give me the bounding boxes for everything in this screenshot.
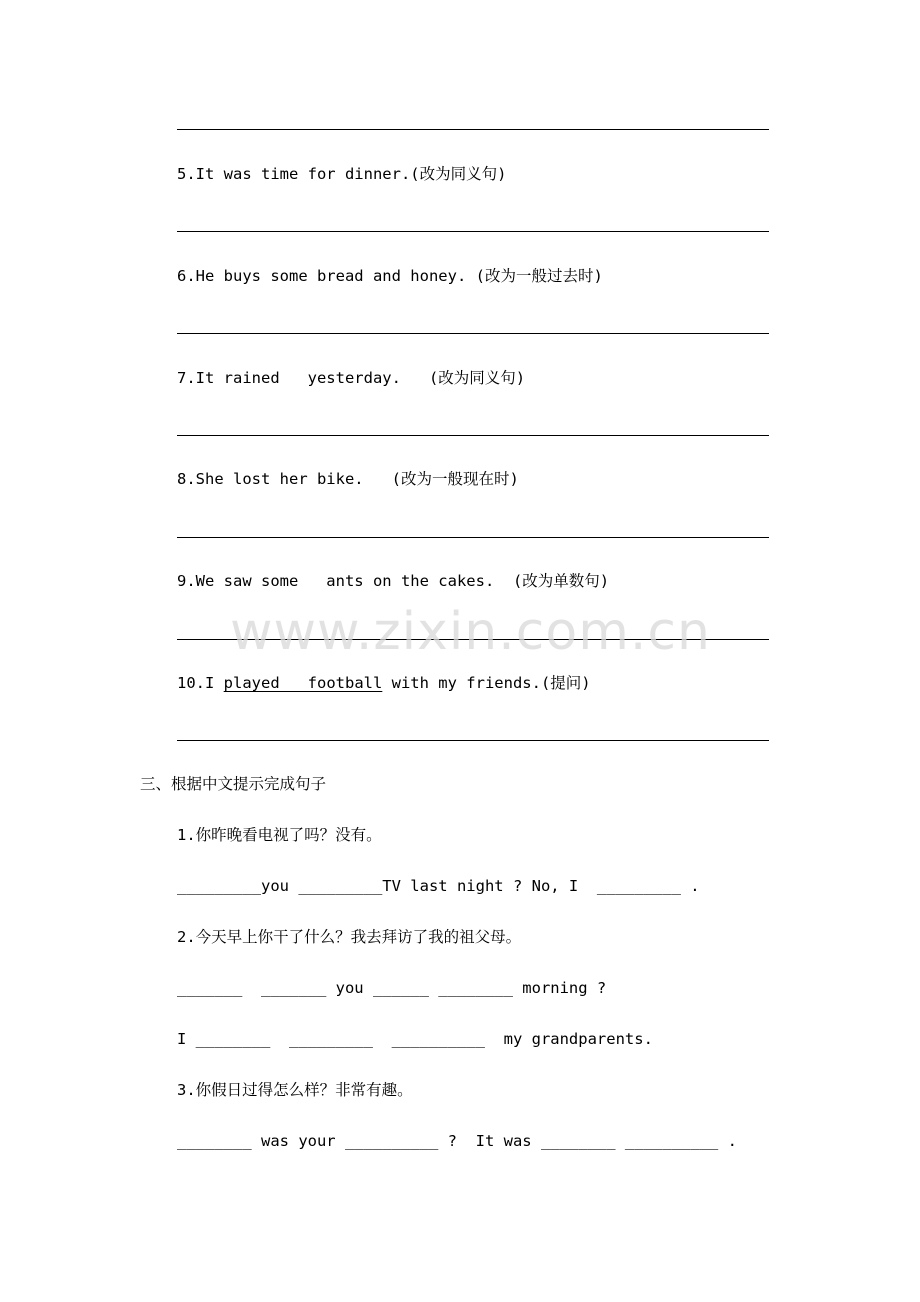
item-3-line: ________ was your __________ ? It was ________ __________ . [177, 1132, 737, 1150]
exercise-10-suffix: with my friends.(提问) [382, 674, 591, 692]
exercise-5: 5.It was time for dinner.(改为同义句) [177, 165, 507, 183]
exercise-6: 6.He buys some bread and honey. (改为一般过去时) [177, 267, 603, 285]
item-1-line: _________you _________TV last night ? No, I _________ . [177, 877, 700, 895]
section-heading: 三、根据中文提示完成句子 [140, 775, 327, 793]
answer-line [177, 129, 769, 130]
exercise-8: 8.She lost her bike. (改为一般现在时) [177, 470, 519, 488]
watermark: www.zixin.com.cn [230, 602, 711, 662]
item-2-line-2: I ________ _________ __________ my grandparents. [177, 1030, 653, 1048]
answer-line [177, 537, 769, 538]
answer-line [177, 435, 769, 436]
answer-line [177, 639, 769, 640]
exercise-10 [177, 673, 591, 693]
answer-line [177, 231, 769, 232]
item-3-prompt: 3.你假日过得怎么样？非常有趣。 [177, 1081, 413, 1099]
exercise-9: 9.We saw some ants on the cakes. (改为单数句) [177, 572, 610, 590]
answer-line [177, 333, 769, 334]
exercise-10-underlined: played football [223, 674, 383, 692]
item-2-line-1: _______ _______ you ______ ________ morning ? [177, 979, 607, 997]
exercise-10-prefix: 10.I [177, 674, 224, 692]
item-1-prompt: 1.你昨晚看电视了吗？没有。 [177, 826, 382, 844]
answer-line [177, 740, 769, 741]
item-2-prompt: 2.今天早上你干了什么？我去拜访了我的祖父母。 [177, 928, 522, 946]
exercise-7: 7.It rained yesterday. (改为同义句) [177, 369, 526, 387]
